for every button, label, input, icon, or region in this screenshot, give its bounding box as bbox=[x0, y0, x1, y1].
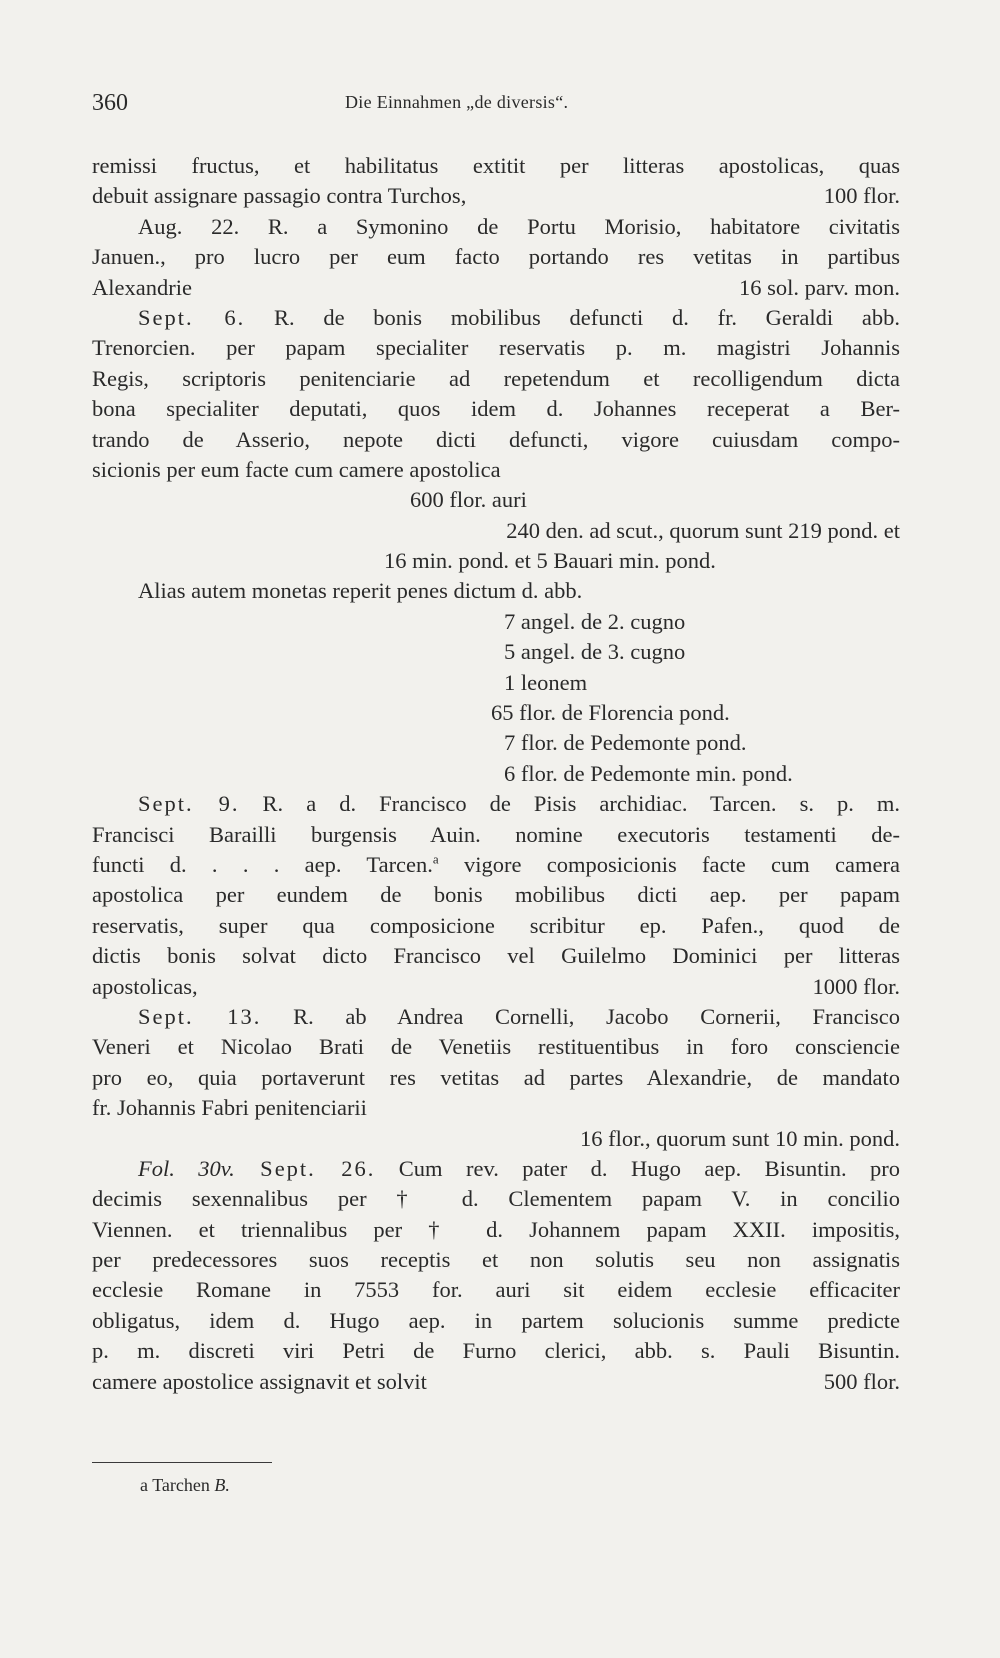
entry-text: Cum rev. pater d. Hugo aep. Bisuntin. pro bbox=[375, 1155, 900, 1181]
footnote-mark: a bbox=[140, 1475, 148, 1495]
entry-text: R. a d. Francisco de Pisis archidiac. Tarcen. s. p. m. bbox=[239, 791, 900, 817]
running-title: Die Einnahmen „de diversis“. bbox=[345, 92, 569, 112]
footnote-source: B. bbox=[214, 1475, 230, 1495]
coin-line: 5 angel. de 3. cugno bbox=[504, 639, 686, 665]
entry-date: Sept. 13. bbox=[138, 1003, 262, 1029]
entry-start-line bbox=[92, 1002, 900, 1032]
text-line: trando de Asserio, nepote dicti defuncti, vigore cuiusdam compo- bbox=[92, 426, 900, 452]
text-line: ecclesie Romane in 7553 for. auri sit eidem ecclesie efficaciter bbox=[92, 1277, 900, 1303]
coin-line: 1 leonem bbox=[504, 669, 588, 695]
text-line: decimis sexennalibus per † d. Clementem papam V. in concilio bbox=[92, 1186, 900, 1212]
coin-line: 6 flor. de Pedemonte min. pond. bbox=[504, 760, 793, 786]
footnote-text: Tarchen bbox=[152, 1475, 215, 1495]
coin-line: 7 angel. de 2. cugno bbox=[504, 608, 686, 634]
text-line: Trenorcien. per papam specialiter reservatis p. m. magistri Johannis bbox=[92, 335, 900, 361]
text-line: Veneri et Nicolao Brati de Venetiis restituentibus in foro consciencie bbox=[92, 1034, 900, 1060]
page-header bbox=[92, 90, 900, 120]
amount: 16 sol. parv. mon. bbox=[738, 274, 900, 300]
text-line: remissi fructus, et habilitatus extitit per litteras apostolicas, quas bbox=[92, 153, 900, 178]
entry-text: functi d. . . . aep. Tarcen. bbox=[92, 851, 433, 877]
folio-reference: Fol. 30v. bbox=[138, 1155, 235, 1181]
text-line: Viennen. et triennalibus per † d. Johannem papam XXII. impositis, bbox=[92, 1216, 900, 1242]
entry-start-line: Aug. 22. R. a Symonino de Portu Morisio, habitatore civitatis bbox=[138, 213, 900, 239]
page-number: 360 bbox=[92, 90, 128, 116]
amount-line: 600 flor. auri bbox=[410, 487, 527, 513]
entry-line-with-amount bbox=[92, 273, 900, 303]
entry-text: R. ab Andrea Cornelli, Jacobo Cornerii, Francisco bbox=[261, 1003, 900, 1029]
entry-text: apostolicas, bbox=[92, 973, 198, 999]
text-line: Januen., pro lucro per eum facto portando res vetitas in partibus bbox=[92, 244, 900, 270]
entry-line-with-amount bbox=[92, 972, 900, 1002]
entry-date: Sept. 6. bbox=[138, 304, 246, 330]
amount: 500 flor. bbox=[823, 1368, 900, 1394]
text-line: reservatis, super qua composicione scribitur ep. Pafen., quod de bbox=[92, 912, 900, 938]
amount: 1000 flor. bbox=[812, 973, 900, 999]
text-line: pro eo, quia portaverunt res vetitas ad partes Alexandrie, de mandato bbox=[92, 1064, 900, 1090]
entry-line-with-amount bbox=[92, 181, 900, 211]
entry-date: Sept. 26. bbox=[234, 1155, 376, 1181]
footnote-mark: a bbox=[432, 851, 439, 867]
entry-start-line: Alias autem monetas reperit penes dictum d. abb. bbox=[138, 578, 583, 604]
text-line: per predecessores suos receptis et non solutis seu non assignatis bbox=[92, 1247, 900, 1273]
coin-line: 7 flor. de Pedemonte pond. bbox=[504, 730, 747, 756]
entry-text: vigore composicionis facte cum camera bbox=[438, 851, 900, 877]
entry-text: R. de bonis mobilibus defuncti d. fr. Geraldi abb. bbox=[245, 304, 900, 330]
text-line: apostolica per eundem de bonis mobilibus dicti aep. per papam bbox=[92, 882, 900, 908]
text-line: Francisci Barailli burgensis Auin. nomine executoris testamenti de- bbox=[92, 821, 900, 847]
entry-start-line bbox=[92, 303, 900, 333]
entry-start-line bbox=[92, 1154, 900, 1184]
text-line: sicionis per eum facte cum camere apostolica bbox=[92, 456, 501, 482]
text-line: p. m. discreti viri Petri de Furno clerici, abb. s. Pauli Bisuntin. bbox=[92, 1338, 900, 1364]
entry-text: Alexandrie bbox=[92, 274, 192, 300]
entry-line-with-amount bbox=[92, 1367, 900, 1397]
text-line: fr. Johannis Fabri penitenciarii bbox=[92, 1095, 367, 1121]
footnote bbox=[140, 1475, 230, 1496]
coin-line: 65 flor. de Florencia pond. bbox=[491, 700, 730, 726]
text-line: dictis bonis solvat dicto Francisco vel Guilelmo Dominici per litteras bbox=[92, 943, 900, 969]
body-text bbox=[92, 151, 900, 1397]
text-line: Regis, scriptoris penitenciarie ad repetendum et recolligendum dicta bbox=[92, 365, 900, 391]
amount-line: 240 den. ad scut., quorum sunt 219 pond. et bbox=[506, 517, 900, 543]
entry-text: camere apostolice assignavit et solvit bbox=[92, 1368, 427, 1394]
text-line bbox=[92, 850, 900, 880]
entry-date: Sept. 9. bbox=[138, 791, 240, 817]
text-line: bona specialiter deputati, quos idem d. Johannes receperat a Ber- bbox=[92, 396, 900, 422]
amount-line: 16 min. pond. et 5 Bauari min. pond. bbox=[384, 548, 716, 574]
amount: 100 flor. bbox=[823, 183, 900, 209]
text-line: obligatus, idem d. Hugo aep. in partem solucionis summe predicte bbox=[92, 1307, 900, 1333]
entry-start-line bbox=[92, 789, 900, 819]
footnote-rule bbox=[92, 1462, 272, 1463]
amount-line: 16 flor., quorum sunt 10 min. pond. bbox=[580, 1125, 900, 1151]
entry-text: debuit assignare passagio contra Turchos, bbox=[92, 183, 467, 209]
